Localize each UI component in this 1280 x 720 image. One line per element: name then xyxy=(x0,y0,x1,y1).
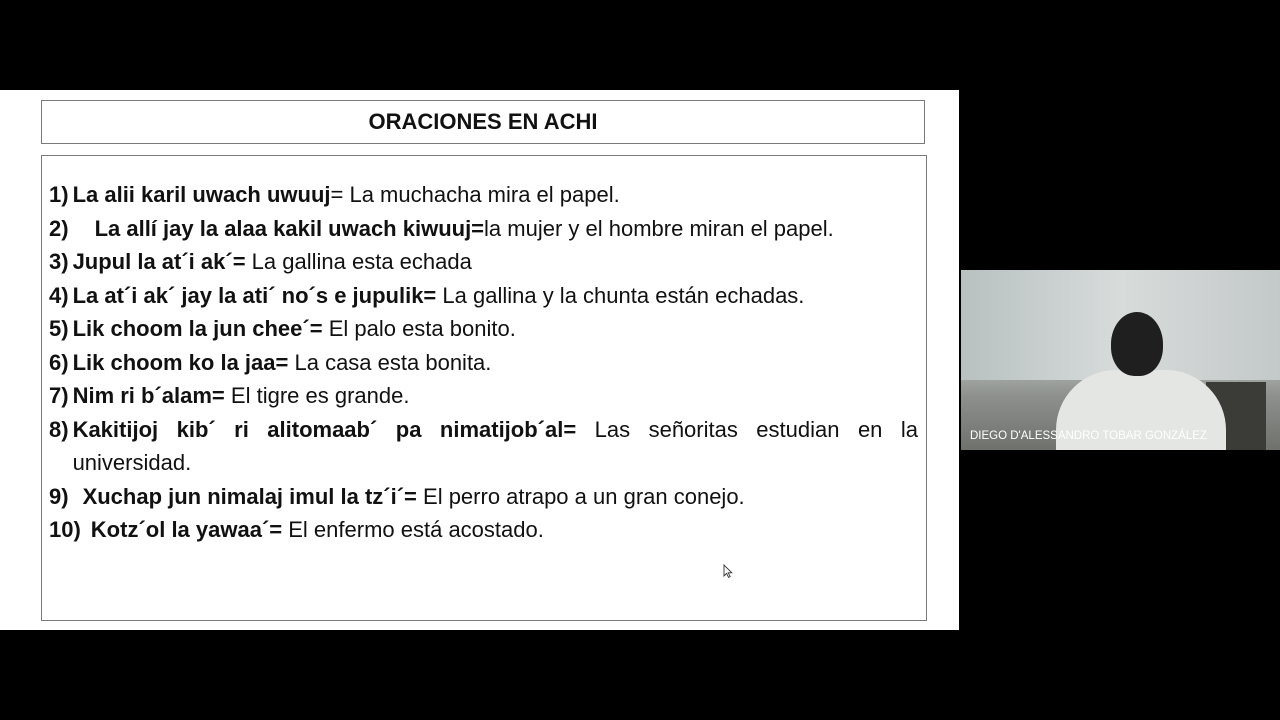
spanish-text: La gallina y la chunta están echadas. xyxy=(442,282,805,308)
achi-text: Xuchap jun nimalaj imul la tz´i´= xyxy=(82,483,424,509)
shared-screen-slide xyxy=(0,90,959,630)
achi-text: Nim ri b´alam= xyxy=(72,383,231,408)
sentence-number: 5) xyxy=(49,316,69,341)
spanish-text: La gallina esta echada xyxy=(251,249,472,274)
achi-text: Lik choom la jun chee´= xyxy=(72,316,329,341)
spanish-text: = La muchacha mira el papel. xyxy=(330,182,620,207)
spanish-text: El perro atrapo a un gran conejo. xyxy=(423,483,745,509)
sentence-5 xyxy=(49,312,918,346)
sentence-number: 4) xyxy=(49,282,69,308)
sentence-4 xyxy=(49,279,918,313)
sentence-number: 9) xyxy=(49,483,69,509)
sentence-1 xyxy=(49,178,918,212)
sentence-2 xyxy=(49,212,918,246)
achi-text: Kakitijoj kib´ ri alitomaab´ pa nimatijob´al= xyxy=(72,416,595,442)
spanish-text: La casa esta bonita. xyxy=(294,349,492,375)
sentence-number: 7) xyxy=(49,383,69,408)
sentence-number: 8) xyxy=(49,416,69,442)
spanish-text: El palo esta bonito. xyxy=(328,316,516,341)
slide-title: ORACIONES EN ACHI xyxy=(368,109,598,134)
sentence-7 xyxy=(49,379,918,413)
achi-text: La at´i ak´ jay la ati´ no´s e jupulik= xyxy=(72,282,443,308)
achi-text: Jupul la at´i ak´= xyxy=(72,249,252,274)
mouse-cursor-icon xyxy=(723,564,733,578)
sentences-box xyxy=(41,155,927,621)
sentence-number: 2) xyxy=(49,215,69,241)
spanish-text: la mujer y el hombre miran el papel. xyxy=(484,215,834,241)
sentence-number: 10) xyxy=(49,517,81,542)
sentence-number: 1) xyxy=(49,182,69,207)
achi-text: Kotz´ol la yawaa´= xyxy=(90,517,289,542)
spanish-text: El enfermo está acostado. xyxy=(288,517,544,542)
sentence-10 xyxy=(49,513,918,547)
participant-head xyxy=(1111,312,1163,376)
sentence-6 xyxy=(49,346,918,380)
sentence-9 xyxy=(49,480,918,514)
participant-name-label: DIEGO D'ALESSANDRO TOBAR GONZÁLEZ xyxy=(970,430,1207,442)
sentence-8 xyxy=(49,413,918,480)
sentence-number: 3) xyxy=(49,249,69,274)
slide-title-box xyxy=(41,100,925,144)
achi-text: La alii karil uwach uwuuj xyxy=(72,182,331,207)
sentence-number: 6) xyxy=(49,349,69,375)
achi-text: Lik choom ko la jaa= xyxy=(72,349,295,375)
participant-video-tile[interactable] xyxy=(961,270,1280,450)
spanish-text: Las señoritas estudian en la universidad. xyxy=(72,416,918,475)
sentence-3 xyxy=(49,245,918,279)
achi-text: La allí jay la alaa kakil uwach kiwuuj= xyxy=(94,215,485,241)
spanish-text: El tigre es grande. xyxy=(230,383,410,408)
